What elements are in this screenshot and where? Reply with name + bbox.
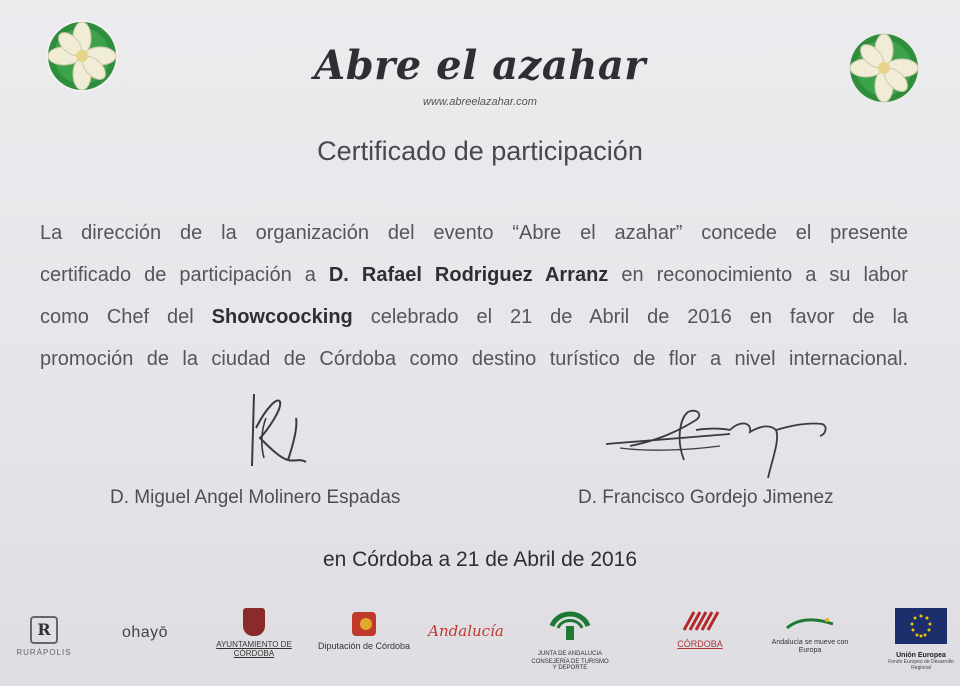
junta-subtext: CONSEJERÍA DE TURISMO Y DEPORTE [531, 659, 609, 671]
junta-text: JUNTA DE ANDALUCIA [537, 651, 603, 657]
brand-url: www.abreelazahar.com [423, 96, 537, 108]
eu-text: Unión Europea [896, 652, 946, 659]
signer-one-name: D. Miguel Angel Molinero Espadas [110, 487, 401, 508]
ohayo-logo: ohayō [121, 624, 169, 641]
rurapolis-r-icon: R [30, 616, 58, 644]
eu-flag-icon [895, 608, 947, 644]
body-line-2-end: en reconocimiento a su labor [621, 264, 908, 286]
body-line-3-end: celebrado el 21 de Abril de 2016 en favor de la [370, 306, 909, 328]
certificate-title: Certificado de participación [317, 136, 643, 166]
cordoba-text: CÓRDOBA [677, 639, 723, 649]
ayuntamiento-crest-icon [243, 608, 265, 636]
ayuntamiento-logo [204, 608, 304, 658]
rurapolis-logo [14, 616, 74, 657]
brand-title: Abre el azahar [314, 42, 646, 89]
body-line-2-start: certificado de participación a [40, 264, 316, 286]
body-line-2 [40, 254, 908, 296]
recipient-name: D. Rafael Rodriguez Arranz [328, 264, 609, 286]
junta-crest-icon [548, 606, 592, 644]
ayuntamiento-text: AYUNTAMIENTO DE CÓRDOBA [216, 640, 292, 658]
issue-date-line: en Córdoba a 21 de Abril de 2016 [322, 548, 638, 571]
eu-logo [888, 608, 954, 671]
signature-two [600, 400, 840, 484]
cordoba-stripes-icon [680, 610, 720, 632]
andalucia-europa-text: Andalucía se mueve con Europa [771, 639, 849, 654]
junta-logo [530, 606, 610, 671]
rurapolis-text: RURÁPOLIS [16, 648, 72, 657]
signature-one [236, 388, 326, 474]
event-name: Showcoocking [211, 306, 353, 328]
body-line-3-start: como Chef del [40, 306, 194, 328]
eu-subtext: Fondo Europeo de Desarrollo Regional [888, 659, 954, 671]
sponsor-logos [0, 600, 960, 680]
body-line-3 [40, 296, 908, 338]
andalucia-logo: Andalucía [428, 622, 504, 640]
body-line-4: promoción de la ciudad de Córdoba como destino turístico de flor a nivel internacional. [40, 348, 908, 370]
body-line-1: La dirección de la organización del evento “Abre el azahar” concede el presente [40, 222, 908, 244]
andalucia-europa-logo [770, 614, 850, 655]
diputacion-icon [352, 612, 376, 636]
signer-two-name: D. Francisco Gordejo Jimenez [578, 487, 834, 508]
andalucia-europa-icon [785, 614, 835, 632]
certificate-body [40, 212, 908, 380]
diputacion-text: Diputación de Córdoba [317, 641, 411, 651]
diputacion-logo [314, 612, 414, 651]
cordoba-logo [650, 610, 750, 649]
